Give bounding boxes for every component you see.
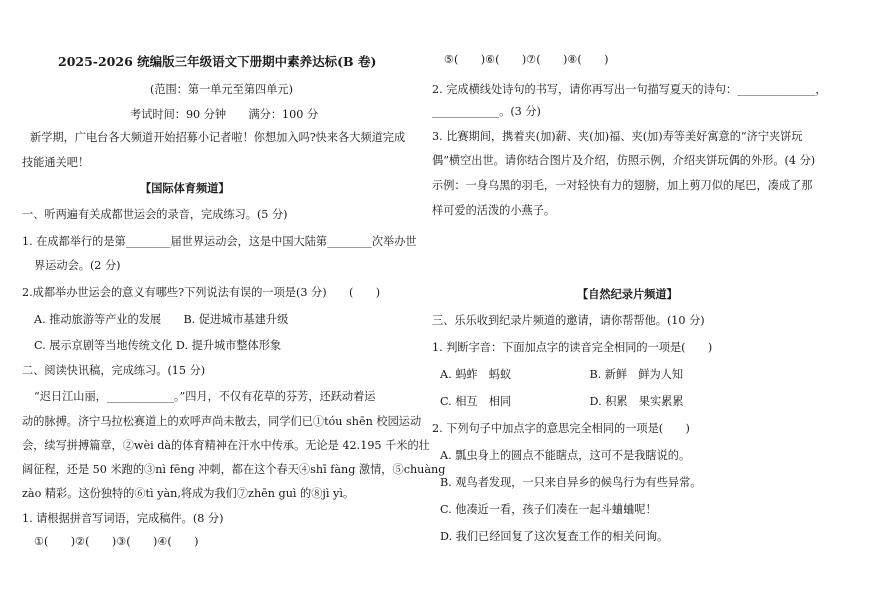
question-text: 2. 完成横线处诗句的书写，请你再写出一句描写夏天的诗句：______________，: [432, 83, 827, 96]
question-text: 界运动会。(2 分): [34, 259, 121, 272]
passage-line: 阔征程，还是 50 米跑的③nì fēng 冲刺，都在这个春天④shī fàng 激情，⑤chuàng: [22, 463, 446, 476]
question-text: 2.成都举办世运会的意义有哪些?下列说法有误的一项是(3 分) ( ): [22, 286, 381, 299]
question-text: 偶”横空出世。请你结合图片及介绍，仿照示例，介绍夹饼玩偶的外形。(4 分): [432, 154, 816, 167]
option-row: C. 展示京剧等当地传统文化 D. 提升城市整体形象: [34, 339, 282, 352]
channel-heading: 【国际体育频道】: [140, 181, 230, 195]
passage-line: zào 精彩。这份独特的⑥tì yàn,将成为我们⑦zhēn guì 的⑧jì yì。: [22, 487, 355, 500]
intro-line: 新学期，广电台各大频道开始招募小记者啦！你想加入吗?快来各大频道完成: [30, 131, 406, 144]
exam-title: 2025-2026 统编版三年级语文下册期中素养达标(B 卷): [58, 54, 377, 69]
passage-line: 会，续写拼搏篇章，②wèi dà的体育精神在汗水中传承。无论是 42.195 千米的壮: [22, 439, 430, 452]
question-text: 1. 请根据拼音写词语，完成稿件。(8 分): [22, 512, 224, 525]
question-text: 3. 比赛期间，携着夹(加)薪、夹(加)福、夹(加)寿等美好寓意的“济宁夹饼玩: [432, 130, 803, 143]
example-text: 样可爱的活泼的小燕子。: [432, 204, 556, 217]
answer-blanks: ⑤( )⑥( )⑦( )⑧( ): [444, 53, 609, 66]
exam-scope: (范围：第一单元至第四单元): [150, 83, 293, 96]
option-row: A. 瓢虫身上的圆点不能瞎点，这可不是我瞎说的。: [440, 449, 691, 462]
option-row: A. 蚂蚱 蚂蚁 B. 新鲜 鲜为人知: [440, 368, 684, 381]
option-row: D. 我们已经回复了这次复查工作的相关问询。: [440, 530, 669, 543]
exam-info: 考试时间：90 分钟 满分：100 分: [130, 108, 319, 121]
question-text: 2. 下列句子中加点字的意思完全相同的一项是( ): [432, 422, 690, 435]
intro-line: 技能通关吧！: [22, 156, 90, 169]
option-row: B. 观鸟者发现，一只来自异乡的候鸟行为有些异常。: [440, 476, 702, 489]
channel-heading: 【自然纪录片频道】: [577, 287, 678, 301]
question-text: 1. 判断字音：下面加点字的读音完全相同的一项是( ): [432, 341, 713, 354]
question-text: ____________。(3 分): [432, 105, 541, 118]
question-heading: 二、阅读快讯稿，完成练习。(15 分): [22, 364, 206, 377]
passage-line: 动的脉搏。济宁马拉松赛道上的欢呼声尚未散去，同学们已①tóu shēn 校园运动: [22, 415, 422, 428]
question-text: 1. 在成都举行的是第________届世界运动会，这是中国大陆第________次举办世: [22, 235, 417, 248]
passage-line: “迟日江山丽，____________。”四月，不仅有花草的芬芳，还跃动着运: [34, 390, 376, 403]
option-row: C. 相互 相同 D. 积累 果实累累: [440, 395, 684, 408]
question-heading: 三、乐乐收到纪录片频道的邀请，请你帮帮他。(10 分): [432, 314, 705, 327]
question-heading: 一、听两遍有关成都世运会的录音，完成练习。(5 分): [22, 208, 288, 221]
example-text: 示例：一身乌黑的羽毛，一对轻快有力的翅膀，加上剪刀似的尾巴，凑成了那: [432, 179, 813, 192]
answer-blanks: ①( )②( )③( )④( ): [34, 535, 199, 548]
option-row: C. 他凑近一看，孩子们凑在一起斗蛐蛐呢！: [440, 503, 657, 516]
option-row: A. 推动旅游等产业的发展 B. 促进城市基建升级: [34, 313, 289, 326]
